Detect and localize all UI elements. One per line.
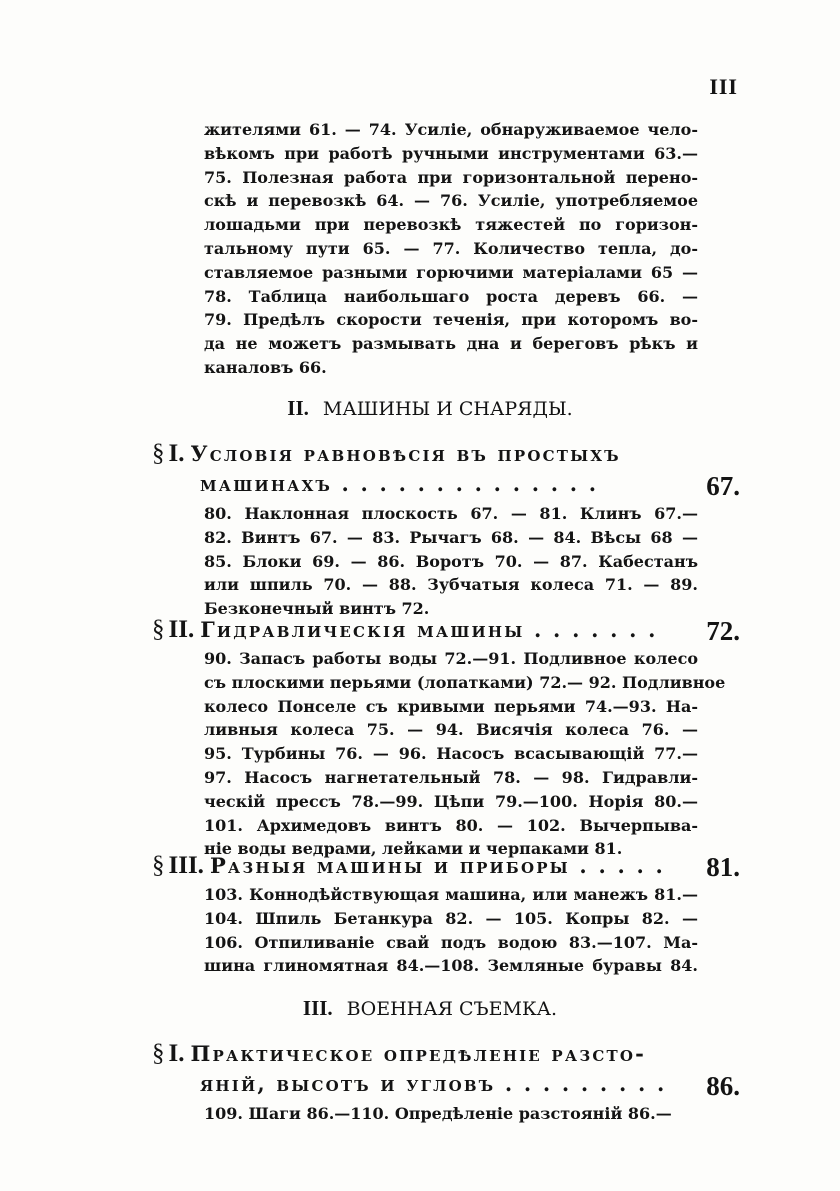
text-line: 79. Предѣлъ скорости теченія, при которомъ во-: [204, 310, 698, 330]
section-heading: [152, 852, 740, 883]
text-line: колесо Понселе съ кривыми перьями 74.—93. На-: [204, 696, 698, 716]
text-line: шина глиномятная 84.—108. Земляные буравы 84.: [204, 956, 698, 976]
text-line: 106. Отпиливаніе свай подъ водою 83.—107. Ма-: [204, 932, 698, 952]
text-line: 82. Винтъ 67. — 83. Рычагъ 68. — 84. Вѣсы 68 —: [204, 527, 698, 547]
section-symbol: §: [152, 1040, 165, 1067]
section-page: 81.: [706, 852, 740, 882]
section-ii-3: [152, 852, 740, 978]
text-line: 75. Полезная работа при горизонтальной перено-: [204, 167, 698, 187]
text-line: ливныя колеса 75. — 94. Висячія колеса 76. —: [204, 720, 698, 740]
text-line: 80. Наклонная плоскость 67. — 81. Клинъ 67.—: [204, 504, 698, 523]
text-line: ческій прессъ 78.—99. Цѣпи 79.—100. Норія 80.—: [204, 791, 698, 811]
section-body: [204, 883, 698, 978]
text-line: 78. Таблица наибольшаго роста деревъ 66. —: [204, 286, 698, 306]
text-line: да не можетъ размывать дна и береговъ рѣкъ и: [204, 334, 698, 354]
section-heading-cont: [200, 471, 740, 502]
section-number: II.: [168, 616, 195, 643]
text-line: лошадьми при перевозкѣ тяжестей по горизон-: [204, 215, 698, 235]
text-line: 95. Турбины 76. — 96. Насосъ всасывающій 77.—: [204, 744, 698, 764]
section-ii-1: [152, 440, 740, 621]
part-number: II.: [287, 396, 309, 420]
section-heading: [152, 616, 740, 647]
text-line: скѣ и перевозкѣ 64. — 76. Усиліе, употребляемое: [204, 191, 698, 211]
section-title: Практическое опредѣленіе разсто-: [190, 1041, 647, 1066]
section-number: I.: [168, 440, 185, 467]
part-title: МАШИНЫ И СНАРЯДЫ.: [322, 398, 573, 420]
section-symbol: §: [152, 440, 165, 467]
section-symbol: §: [152, 852, 165, 879]
text-line: ніе воды ведрами, лейками и черпаками 81.: [204, 839, 623, 859]
section-page: 72.: [706, 616, 740, 646]
section-title-cont: яній, высотъ и угловъ . . . . . . . . .: [200, 1071, 667, 1096]
section-ii-2: [152, 616, 740, 861]
text-line: 103. Коннодѣйствующая машина, или манежъ 81.—: [204, 885, 698, 904]
section-number: III.: [168, 852, 204, 879]
text-line: или шпиль 70. — 88. Зубчатыя колеса 71. — 89.: [204, 575, 698, 595]
section-page: 86.: [706, 1071, 740, 1101]
text-line: жителями 61. — 74. Усиліе, обнаруживаемое чело-: [204, 120, 698, 139]
text-line: 101. Архимедовъ винтъ 80. — 102. Вычерпыва-: [204, 815, 698, 835]
section-body: [204, 502, 698, 621]
text-line: 109. Шаги 86.—110. Опредѣленіе разстояній 86.—: [204, 1104, 672, 1123]
intro-paragraph: [204, 118, 698, 380]
section-page: 67.: [706, 471, 740, 501]
part-title: ВОЕННАЯ СЪЕМКА.: [346, 998, 558, 1020]
section-number: I.: [168, 1040, 185, 1067]
text-line: каналовъ 66.: [204, 357, 327, 377]
text-line: вѣкомъ при работѣ ручными инструментами 63.—: [204, 143, 698, 163]
text-line: 85. Блоки 69. — 86. Воротъ 70. — 87. Кабестанъ: [204, 551, 698, 571]
section-heading-cont: [200, 1071, 740, 1102]
section-symbol: §: [152, 616, 165, 643]
section-body: [204, 1102, 698, 1126]
text-line: Безконечный винтъ 72.: [204, 599, 430, 619]
section-heading: [152, 1040, 740, 1071]
section-title: Условія равновѣсія въ простыхъ: [190, 441, 621, 466]
section-body: [204, 647, 726, 861]
section-title: Разныя машины и приборы . . . . .: [209, 853, 666, 878]
section-title-cont: машинахъ . . . . . . . . . . . . . .: [200, 471, 599, 496]
text-line: съ плоскими перьями (лопатками) 72.— 92. Подливное: [204, 672, 726, 692]
part-number: III.: [302, 996, 333, 1020]
section-iii-1: [152, 1040, 740, 1126]
section-heading: [152, 440, 740, 471]
text-line: 90. Запасъ работы воды 72.—91. Подливное колесо: [204, 649, 698, 668]
text-line: тальному пути 65. — 77. Количество тепла, до-: [204, 238, 698, 258]
page-number: III: [709, 74, 738, 99]
section-title: Гидравлическія машины . . . . . . .: [200, 617, 658, 642]
text-line: 97. Насосъ нагнетательный 78. — 98. Гидравли-: [204, 767, 698, 787]
part-heading-iii: [160, 996, 700, 1021]
text-line: ставляемое разными горючими матеріалами 65 —: [204, 262, 698, 282]
text-line: 104. Шпиль Бетанкура 82. — 105. Копры 82. —: [204, 908, 698, 928]
part-heading-ii: [160, 396, 700, 421]
